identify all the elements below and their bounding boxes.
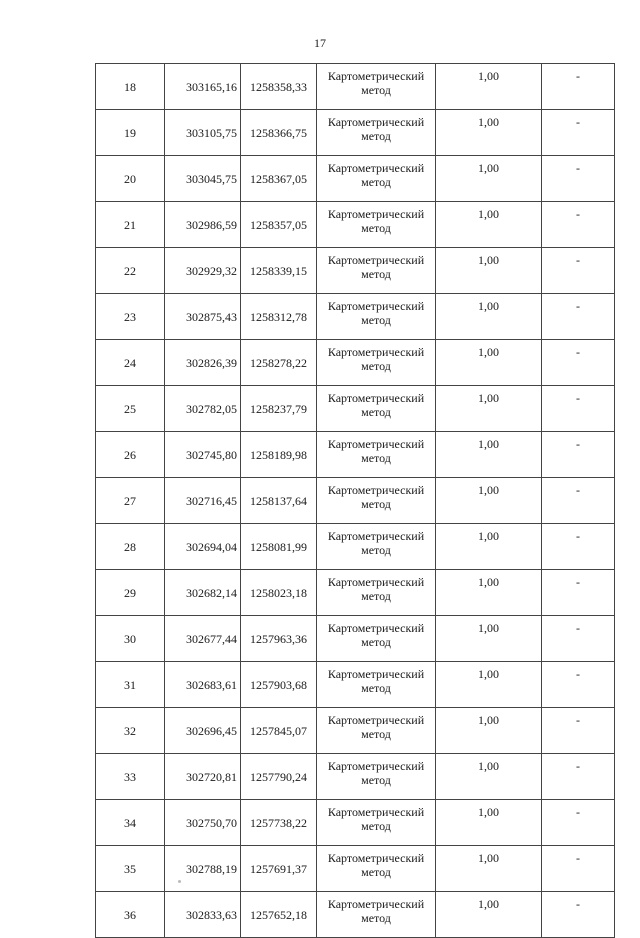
y-coordinate-cell: 1258081,99 [241,524,317,570]
point-number-cell: 25 [96,386,165,432]
description-cell: - [542,892,615,938]
accuracy-cell: 1,00 [436,754,542,800]
method-cell: Картометрический метод [317,708,436,754]
y-coordinate-cell: 1258137,64 [241,478,317,524]
point-number-cell: 35 [96,846,165,892]
description-cell: - [542,432,615,478]
table-row [96,846,615,892]
coordinates-table [95,63,615,938]
description-cell: - [542,386,615,432]
table-row [96,800,615,846]
method-cell: Картометрический метод [317,64,436,110]
description-cell: - [542,156,615,202]
accuracy-cell: 1,00 [436,202,542,248]
table-body [96,64,615,938]
table-row [96,616,615,662]
x-coordinate-cell: 302677,44 [165,616,241,662]
y-coordinate-cell: 1258312,78 [241,294,317,340]
method-cell: Картометрический метод [317,156,436,202]
x-coordinate-cell: 303105,75 [165,110,241,156]
description-cell: - [542,248,615,294]
table-row [96,524,615,570]
description-cell: - [542,64,615,110]
point-number-cell: 23 [96,294,165,340]
description-cell: - [542,478,615,524]
method-cell: Картометрический метод [317,570,436,616]
y-coordinate-cell: 1257691,37 [241,846,317,892]
method-cell: Картометрический метод [317,294,436,340]
table-row [96,662,615,708]
accuracy-cell: 1,00 [436,248,542,294]
table-row [96,64,615,110]
y-coordinate-cell: 1258237,79 [241,386,317,432]
x-coordinate-cell: 302875,43 [165,294,241,340]
table-row [96,340,615,386]
method-cell: Картометрический метод [317,800,436,846]
method-cell: Картометрический метод [317,478,436,524]
accuracy-cell: 1,00 [436,432,542,478]
description-cell: - [542,202,615,248]
description-cell: - [542,294,615,340]
point-number-cell: 33 [96,754,165,800]
point-number-cell: 21 [96,202,165,248]
y-coordinate-cell: 1258339,15 [241,248,317,294]
method-cell: Картометрический метод [317,754,436,800]
point-number-cell: 27 [96,478,165,524]
description-cell: - [542,662,615,708]
description-cell: - [542,754,615,800]
y-coordinate-cell: 1257790,24 [241,754,317,800]
point-number-cell: 34 [96,800,165,846]
y-coordinate-cell: 1257903,68 [241,662,317,708]
method-cell: Картометрический метод [317,616,436,662]
point-number-cell: 32 [96,708,165,754]
description-cell: - [542,340,615,386]
description-cell: - [542,708,615,754]
table-row [96,110,615,156]
y-coordinate-cell: 1258366,75 [241,110,317,156]
y-coordinate-cell: 1258023,18 [241,570,317,616]
point-number-cell: 36 [96,892,165,938]
accuracy-cell: 1,00 [436,110,542,156]
method-cell: Картометрический метод [317,110,436,156]
x-coordinate-cell: 302745,80 [165,432,241,478]
point-number-cell: 22 [96,248,165,294]
y-coordinate-cell: 1257738,22 [241,800,317,846]
point-number-cell: 20 [96,156,165,202]
table-row [96,294,615,340]
point-number-cell: 26 [96,432,165,478]
description-cell: - [542,110,615,156]
description-cell: - [542,800,615,846]
point-number-cell: 30 [96,616,165,662]
method-cell: Картометрический метод [317,846,436,892]
x-coordinate-cell: 302682,14 [165,570,241,616]
x-coordinate-cell: 303165,16 [165,64,241,110]
scan-speck [178,880,181,883]
method-cell: Картометрический метод [317,248,436,294]
y-coordinate-cell: 1258367,05 [241,156,317,202]
point-number-cell: 28 [96,524,165,570]
y-coordinate-cell: 1258278,22 [241,340,317,386]
x-coordinate-cell: 302750,70 [165,800,241,846]
x-coordinate-cell: 302683,61 [165,662,241,708]
method-cell: Картометрический метод [317,892,436,938]
accuracy-cell: 1,00 [436,892,542,938]
accuracy-cell: 1,00 [436,846,542,892]
method-cell: Картометрический метод [317,432,436,478]
accuracy-cell: 1,00 [436,662,542,708]
y-coordinate-cell: 1257845,07 [241,708,317,754]
method-cell: Картометрический метод [317,524,436,570]
table-row [96,432,615,478]
page-number: 17 [314,36,326,50]
x-coordinate-cell: 302929,32 [165,248,241,294]
accuracy-cell: 1,00 [436,294,542,340]
accuracy-cell: 1,00 [436,340,542,386]
table-row [96,708,615,754]
accuracy-cell: 1,00 [436,156,542,202]
x-coordinate-cell: 302696,45 [165,708,241,754]
y-coordinate-cell: 1257963,36 [241,616,317,662]
accuracy-cell: 1,00 [436,708,542,754]
x-coordinate-cell: 302716,45 [165,478,241,524]
x-coordinate-cell: 302986,59 [165,202,241,248]
method-cell: Картометрический метод [317,662,436,708]
accuracy-cell: 1,00 [436,386,542,432]
y-coordinate-cell: 1257652,18 [241,892,317,938]
accuracy-cell: 1,00 [436,616,542,662]
table-row [96,202,615,248]
y-coordinate-cell: 1258358,33 [241,64,317,110]
x-coordinate-cell: 302720,81 [165,754,241,800]
point-number-cell: 31 [96,662,165,708]
point-number-cell: 18 [96,64,165,110]
table-row [96,892,615,938]
description-cell: - [542,524,615,570]
description-cell: - [542,616,615,662]
accuracy-cell: 1,00 [436,478,542,524]
method-cell: Картометрический метод [317,386,436,432]
table-row [96,156,615,202]
table-row [96,478,615,524]
y-coordinate-cell: 1258189,98 [241,432,317,478]
table-row [96,248,615,294]
description-cell: - [542,570,615,616]
x-coordinate-cell: 302788,19 [165,846,241,892]
x-coordinate-cell: 303045,75 [165,156,241,202]
x-coordinate-cell: 302833,63 [165,892,241,938]
point-number-cell: 19 [96,110,165,156]
accuracy-cell: 1,00 [436,64,542,110]
description-cell: - [542,846,615,892]
method-cell: Картометрический метод [317,340,436,386]
table-row [96,570,615,616]
accuracy-cell: 1,00 [436,524,542,570]
y-coordinate-cell: 1258357,05 [241,202,317,248]
accuracy-cell: 1,00 [436,570,542,616]
point-number-cell: 29 [96,570,165,616]
x-coordinate-cell: 302782,05 [165,386,241,432]
x-coordinate-cell: 302694,04 [165,524,241,570]
x-coordinate-cell: 302826,39 [165,340,241,386]
table-row [96,386,615,432]
table-row [96,754,615,800]
point-number-cell: 24 [96,340,165,386]
method-cell: Картометрический метод [317,202,436,248]
accuracy-cell: 1,00 [436,800,542,846]
